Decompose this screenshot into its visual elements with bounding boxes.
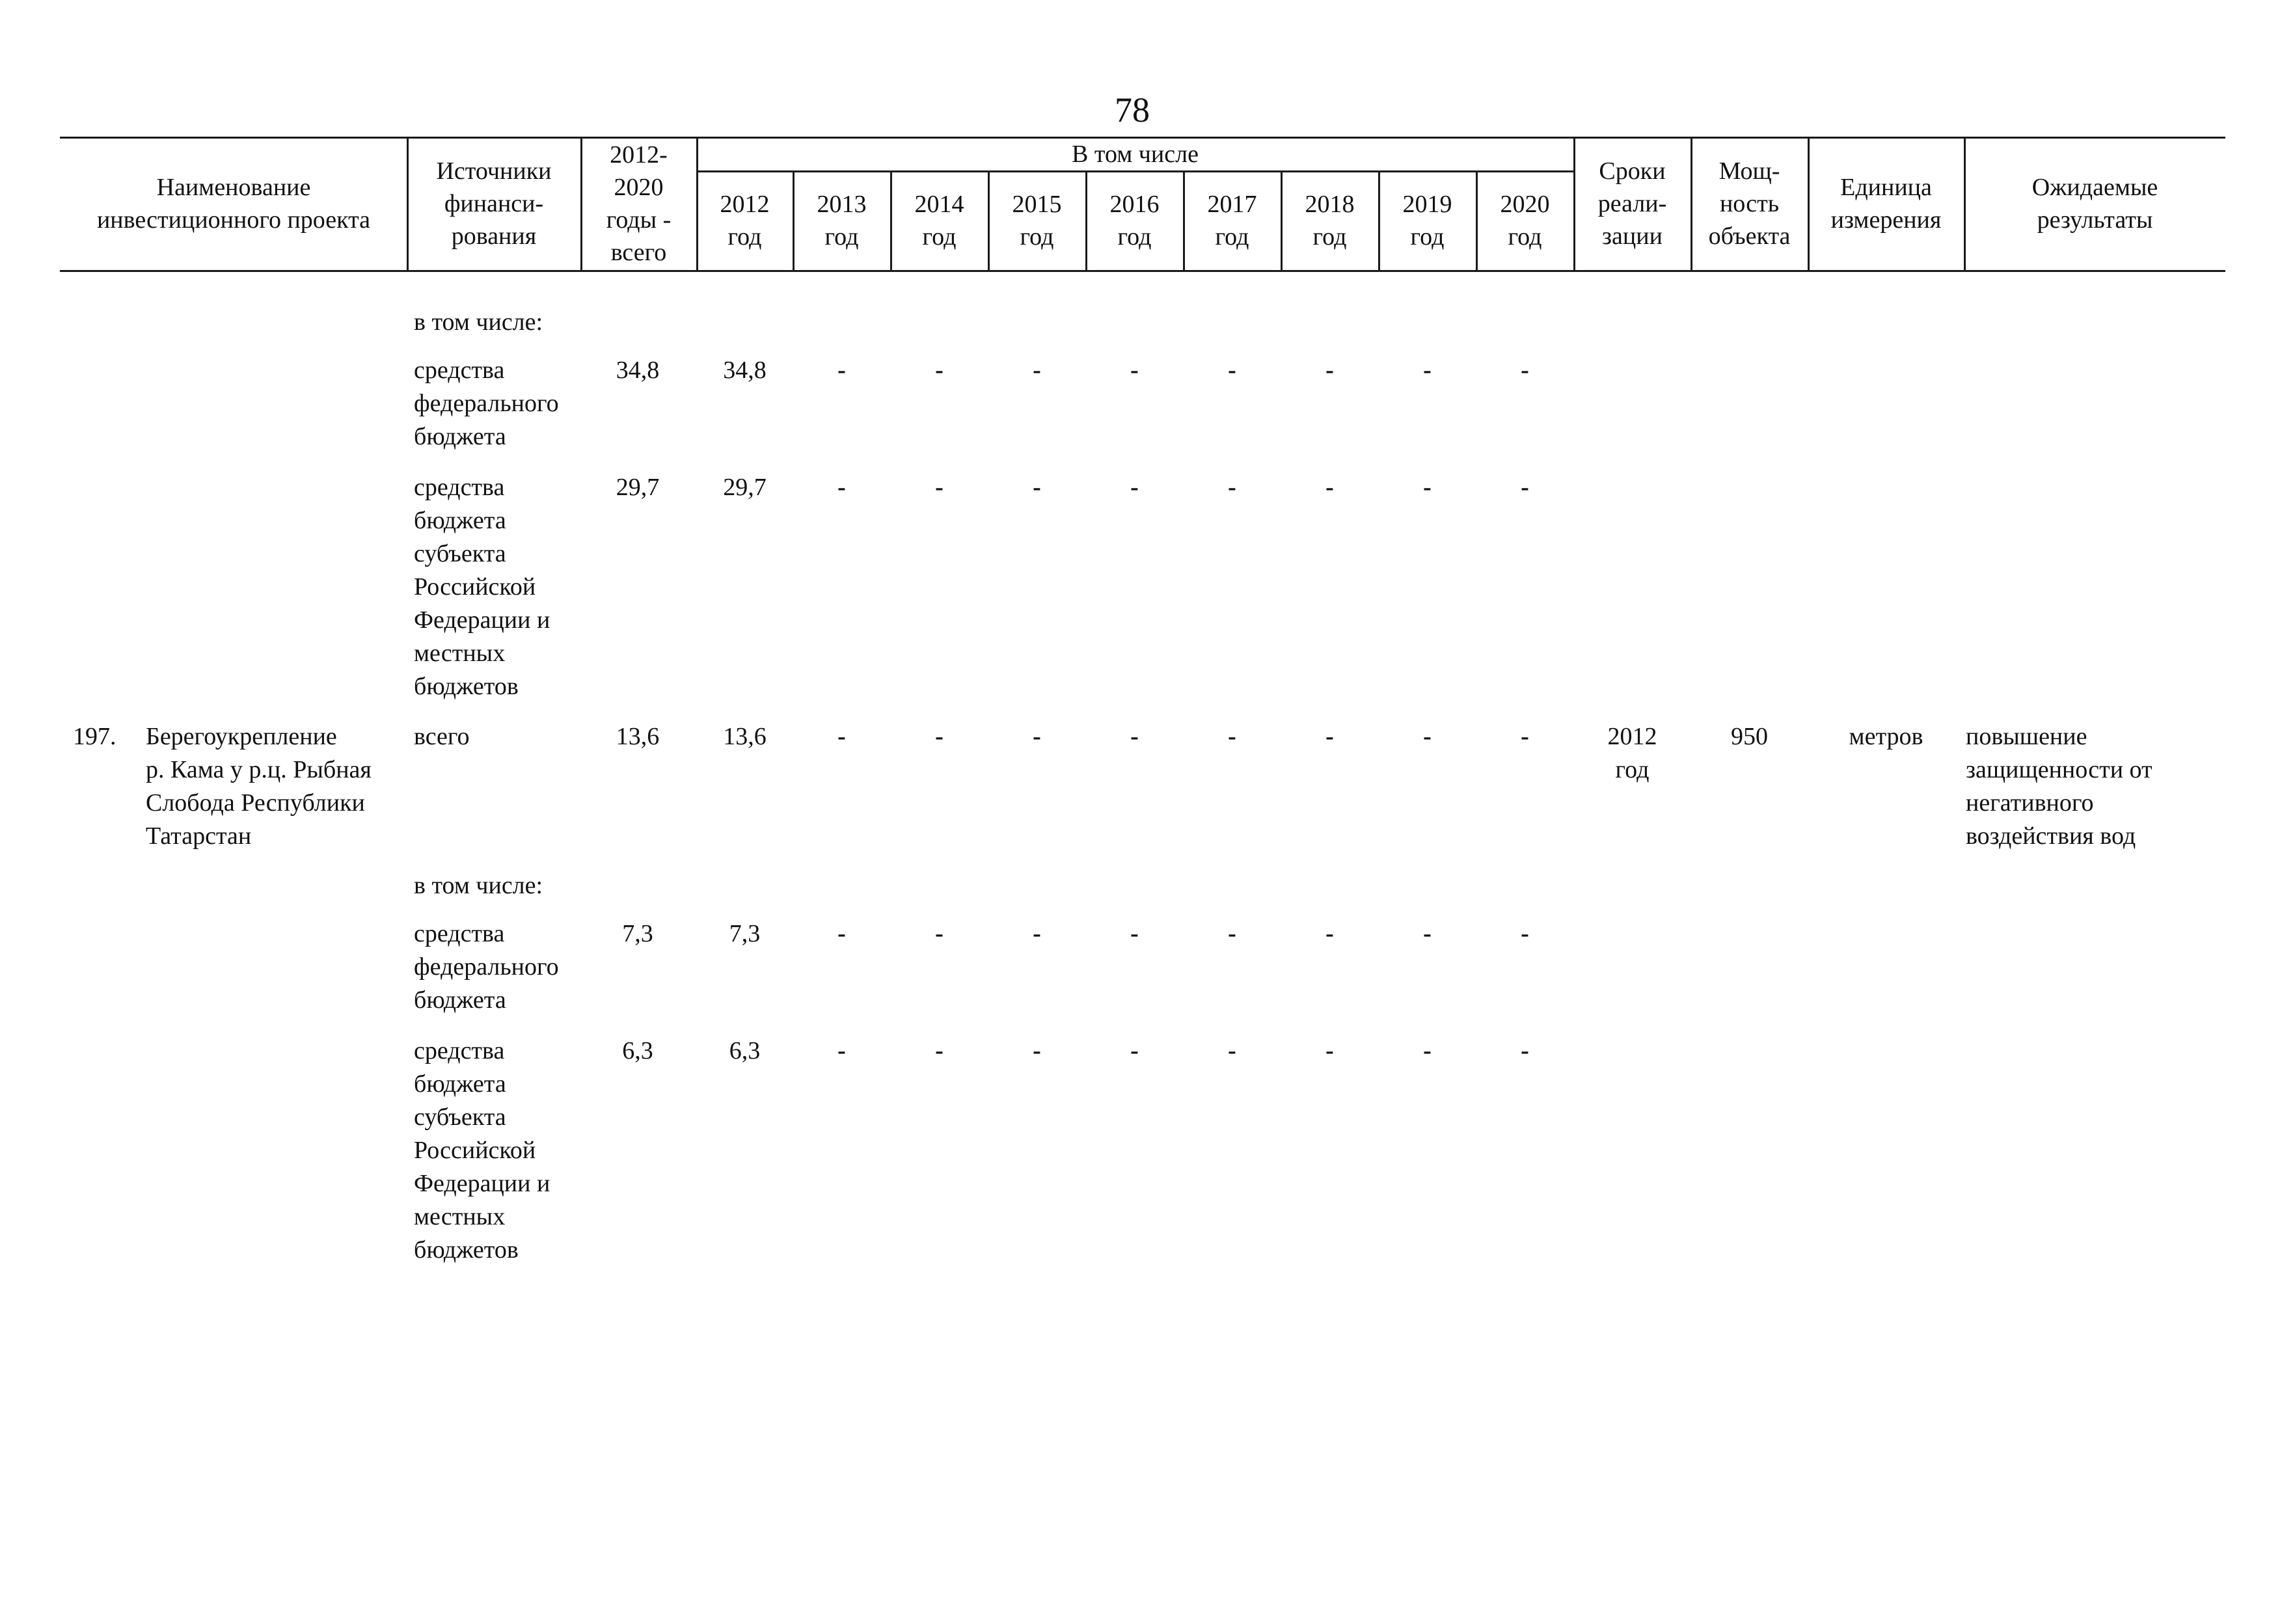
year-2015-cell: - (1033, 357, 1041, 384)
terms-cell: 2012 год (1607, 723, 1657, 783)
year-2017-cell: - (1228, 920, 1236, 947)
unit-cell: метров (1849, 723, 1923, 750)
source-cell: всего (414, 723, 470, 750)
year-2018-cell: - (1325, 723, 1334, 750)
year-2015-cell: - (1033, 1037, 1041, 1064)
year-2013-cell: - (837, 1037, 846, 1064)
year-2014-cell: - (935, 723, 944, 750)
year-2012-cell: 13,6 (723, 723, 767, 750)
header-total: 2012- 2020 годы - всего (606, 141, 672, 266)
year-2013-cell: - (837, 723, 846, 750)
total-cell: 29,7 (616, 474, 660, 501)
project-number: 197. (73, 723, 116, 750)
header-year-2015: 2015 год (1012, 191, 1062, 250)
year-2015-cell: - (1033, 474, 1041, 501)
header-year-2019: 2019 год (1402, 191, 1452, 250)
year-2020-cell: - (1521, 920, 1529, 947)
source-cell: средства федерального бюджета (414, 920, 559, 1014)
year-2014-cell: - (935, 1037, 944, 1064)
capacity-cell: 950 (1731, 723, 1768, 750)
year-2020-cell: - (1521, 723, 1529, 750)
results-cell: повышение защищенности от негативного воздействия вод (1966, 723, 2153, 850)
header-year-2017: 2017 год (1207, 191, 1257, 250)
including-label: в том числе: (414, 308, 543, 336)
year-2018-cell: - (1325, 474, 1334, 501)
header-unit: Единица измерения (1830, 174, 1942, 234)
year-2012-cell: 6,3 (729, 1037, 761, 1064)
year-2014-cell: - (935, 474, 944, 501)
header-capacity: Мощ- ность объекта (1708, 157, 1791, 250)
header-including: В том числе (1072, 141, 1199, 168)
total-cell: 6,3 (622, 1037, 653, 1064)
header-year-2020: 2020 год (1500, 191, 1550, 250)
year-2020-cell: - (1521, 474, 1529, 501)
header-sources: Источники финанси- рования (436, 157, 552, 250)
year-2013-cell: - (837, 357, 846, 384)
header-bottom-rule (60, 270, 2225, 272)
year-2019-cell: - (1423, 1037, 1432, 1064)
year-2015-cell: - (1033, 723, 1041, 750)
year-2016-cell: - (1130, 723, 1139, 750)
header-year-2018: 2018 год (1305, 191, 1355, 250)
year-2012-cell: 7,3 (729, 920, 761, 947)
year-2019-cell: - (1423, 474, 1432, 501)
year-2016-cell: - (1130, 920, 1139, 947)
header-year-2014: 2014 год (914, 191, 964, 250)
year-2019-cell: - (1423, 723, 1432, 750)
page-number: 78 (1115, 90, 1150, 129)
year-2017-cell: - (1228, 474, 1236, 501)
year-2018-cell: - (1325, 920, 1334, 947)
year-2019-cell: - (1423, 357, 1432, 384)
year-2017-cell: - (1228, 1037, 1236, 1064)
year-2020-cell: - (1521, 357, 1529, 384)
year-2014-cell: - (935, 357, 944, 384)
year-2015-cell: - (1033, 920, 1041, 947)
year-2013-cell: - (837, 920, 846, 947)
year-2019-cell: - (1423, 920, 1432, 947)
year-2012-cell: 29,7 (723, 474, 767, 501)
year-2014-cell: - (935, 920, 944, 947)
header-year-2013: 2013 год (817, 191, 867, 250)
including-label: в том числе: (414, 872, 543, 899)
source-cell: средства бюджета субъекта Российской Федерации и местных бюджетов (414, 1037, 550, 1264)
total-cell: 34,8 (616, 357, 660, 384)
source-cell: средства федерального бюджета (414, 357, 559, 450)
year-2013-cell: - (837, 474, 846, 501)
year-2020-cell: - (1521, 1037, 1529, 1064)
year-2016-cell: - (1130, 1037, 1139, 1064)
header-results: Ожидаемые результаты (2031, 174, 2158, 234)
year-2012-cell: 34,8 (723, 357, 767, 384)
header-year-2016: 2016 год (1109, 191, 1160, 250)
source-cell: средства бюджета субъекта Российской Федерации и местных бюджетов (414, 474, 550, 700)
year-2017-cell: - (1228, 723, 1236, 750)
header-terms: Сроки реали- зации (1597, 157, 1667, 250)
year-2018-cell: - (1325, 357, 1334, 384)
total-cell: 7,3 (622, 920, 653, 947)
total-cell: 13,6 (616, 723, 660, 750)
year-2017-cell: - (1228, 357, 1236, 384)
year-2018-cell: - (1325, 1037, 1334, 1064)
project-name: Берегоукрепление р. Кама у р.ц. Рыбная Слобода Республики Татарстан (146, 723, 372, 850)
header-year-2012: 2012 год (720, 191, 770, 250)
year-2016-cell: - (1130, 474, 1139, 501)
header-project-name: Наименование инвестиционного проекта (96, 174, 371, 234)
year-2016-cell: - (1130, 357, 1139, 384)
